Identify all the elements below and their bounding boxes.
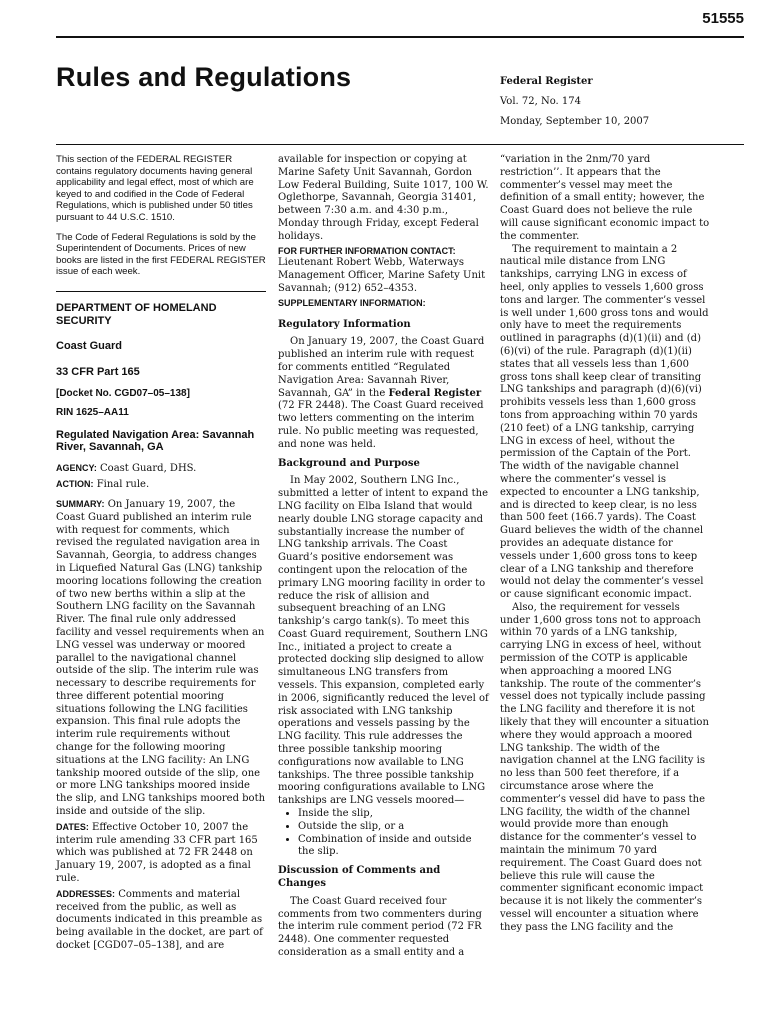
addresses-continued: available for inspection or copying at Marine Safety Unit Savannah, Gordon Low Federal Building, Suite 1017, 100 W. Oglethorpe, Savannah, Georgia 31401, between 7:30 a.m. and 4:30 p.m., Monday through Friday, except Federal holidays. [278,154,489,242]
rin-number: RIN 1625–AA11 [56,406,129,418]
action-line [56,478,266,492]
section-title: Rules and Regulations [56,62,352,92]
paragraph: “variation in the 2nm/70 yard restriction’’. It appears that the commenter’s vessel may meet the definition of a small entity; however, the Coast Guard does not believe the rule will cause significant economic impact to the commenter. [500,154,710,242]
regulatory-info-heading: Regulatory Information [278,318,411,330]
column-2 [278,154,490,960]
further-info-label: FOR FURTHER INFORMATION CONTACT: [278,245,456,256]
column-3 [500,154,712,935]
department-name: DEPARTMENT OF HOMELAND SECURITY [56,301,217,328]
further-info-text: Lieutenant Robert Webb, Waterways Management Officer, Marine Safety Unit Savannah; (912) 652–4353. [278,257,486,294]
agency-line [56,462,266,476]
regulatory-info-text-b: (72 FR 2448). The Coast Guard received two letters commenting on the interim rule. No public meeting was requested, and none was held. [278,400,484,450]
intro-paragraph-2: The Code of Federal Regulations is sold by the Superintendent of Documents. Prices of new books are listed in the first FEDERAL REGISTER issue of each week. [56,231,266,278]
docket-number: [Docket No. CGD07–05–138] [56,387,190,399]
summary-label: SUMMARY: [56,498,105,509]
top-rule [56,36,744,38]
document-title: Regulated Navigation Area: Savannah River, Savannah, GA [56,428,255,453]
publication-date: Monday, September 10, 2007 [500,116,650,127]
dates-label: DATES: [56,821,89,832]
agency-label: AGENCY: [56,463,97,474]
list-item: • Combination of inside and outside the slip. [298,834,490,860]
action-text: Final rule. [96,479,150,491]
summary-text: On January 19, 2007, the Coast Guard published an interim rule with request for comments, which revised the regulated navigation area in Savannah, Georgia, to address changes in Liquefied Natural Gas (LNG) tankship mooring locations following the creation of two new berths within a slip at the Southern LNG facility on the Savannah River. The final rule only addressed facility and vessel requirements when an LNG vessel was underway or moored parallel to the navigational channel outside of the slip. The interim rule was necessary to describe requirements for three different potential mooring situations following the LNG facilities expansion. This final rule adopts the interim rule requirements without change for the following mooring situations at the LNG facility: An LNG tankship moored outside of the slip, one or more LNG tankships moored inside the slip, and LNG tankships moored both inside and outside of the slip. [56,498,266,818]
paragraph: Also, the requirement for vessels under 1,600 gross tons not to approach within 70 yards of a LNG tankship, carrying LNG in excess of heel, without permission of the COTP is applicable when approaching a moored LNG tankship. The route of the commenter’s vessel does not typically include passing the LNG facility and therefore it is not likely that they will encounter a situation where they would approach a moored LNG tankship. The width of the navigation channel at the LNG facility is no less than 500 feet therefore, if a circumstance arose where the commenter’s vessel did have to pass the LNG facility, the width of the channel would provide more than enough distance for the commenter’s vessel to maintain the minimum 70 yard requirement. The Coast Guard does not believe this rule will cause the commenter significant economic impact because it is not likely the commenter’s vessel will encounter a situation where they pass the LNG facility and the [500,601,709,933]
divider [56,291,266,292]
dates-paragraph [56,821,266,886]
summary-paragraph [56,498,266,819]
intro-paragraph: This section of the FEDERAL REGISTER contains regulatory documents having general applicability and legal effect, most of which are keyed to and codified in the Code of Federal Regulations, which is published under 50 titles pursuant to 44 U.S.C. 1510. [56,154,254,223]
list-item: • Inside the slip, [298,808,490,821]
column-1 [56,154,266,953]
volume-number: Vol. 72, No. 174 [500,96,582,107]
regulatory-info-text-a: On January 19, 2007, the Coast Guard published an interim rule with request for comments entitled “Regulated Navigation Area: Savannah River, Savannah, GA” in the [278,336,485,399]
action-label: ACTION: [56,479,94,490]
supplementary-label: SUPPLEMENTARY INFORMATION: [278,297,426,308]
publication-title: Federal Register [500,76,593,87]
regulatory-info-text [278,336,490,451]
discussion-text: The Coast Guard received four comments from two commenters during the interim rule comment period (72 FR 2448). One commenter requested consideration as a small entity and a [278,895,482,959]
list-item: • Outside the slip, or a [298,821,490,834]
federal-register-ref: Federal Register [388,387,482,399]
discussion-heading: Discussion of Comments and Changes [278,865,441,890]
paragraph: The requirement to maintain a 2 nautical mile distance from LNG tankships, carrying LNG in excess of heel, only applies to vessels 1,600 gross tons and larger. The commenter’s vessel is well under 1,600 gross tons and would only have to meet the requirements outlined in paragraphs (d)(1)(ii) and (d)(6)(vi) of the rule. Paragraph (d)(1)(ii) states that all vessels less than 1,600 gross tons shall keep clear of transiting LNG tankships and paragraph (d)(6)(vi) prohibits vessels less than 1,600 gross tons from approaching within 70 yards (210 feet) of a LNG tankship, carrying LNG in excess of heel, without the permission of the Captain of the Port. The width of the navigable channel where the commenter’s vessel is expected to encounter a LNG tankship, and is directed to keep clear, is no less than 500 feet (166.7 yards). The Coast Guard believes the width of the channel provides an adequate distance for vessels under 1,600 gross tons to keep clear of a LNG tankship and therefore would not delay the commenter’s vessel or cause significant economic impact. [500,243,709,601]
background-heading: Background and Purpose [278,457,420,469]
page-number: 51555 [702,10,744,27]
agency-name: Coast Guard [56,340,123,353]
publication-info [500,72,649,132]
header-rule [56,144,744,145]
dates-text: Effective October 10, 2007 the interim rule amending 33 CFR part 165 which was published at 72 FR 2448 on January 19, 2007, is adopted as a final rule. [56,821,258,885]
addresses-paragraph [56,888,266,953]
background-text: In May 2002, Southern LNG Inc., submitted a letter of intent to expand the LNG facility on Elba Island that would nearly double LNG storage capacity and substantially increase the number of LNG tankship arrivals. The Coast Guard’s positive endorsement was contingent upon the relocation of the primary LNG mooring facility in order to reduce the risk of allision and subsequent breaching of an LNG tankship’s cargo tank(s). To meet this Coast Guard requirement, Southern LNG Inc., initiated a project to create a protected docking slip designed to allow simultaneous LNG transfers from vessels. This expansion, completed early in 2006, significantly reduced the level of risk associated with LNG tankship operations and vessels passing by the LNG facility. This rule addresses the three possible tankship mooring configurations now available to LNG tankships. The three possible tankship mooring configurations available to LNG tankships are LNG vessels moored— [278,475,489,807]
cfr-part: 33 CFR Part 165 [56,366,140,379]
addresses-text: Comments and material received from the public, as well as documents indicated in this preamble as being available in the docket, are part of docket [CGD07–05–138], and are [56,888,263,952]
agency-text: Coast Guard, DHS. [100,463,197,475]
addresses-label: ADDRESSES: [56,888,116,899]
mooring-list [278,808,490,859]
